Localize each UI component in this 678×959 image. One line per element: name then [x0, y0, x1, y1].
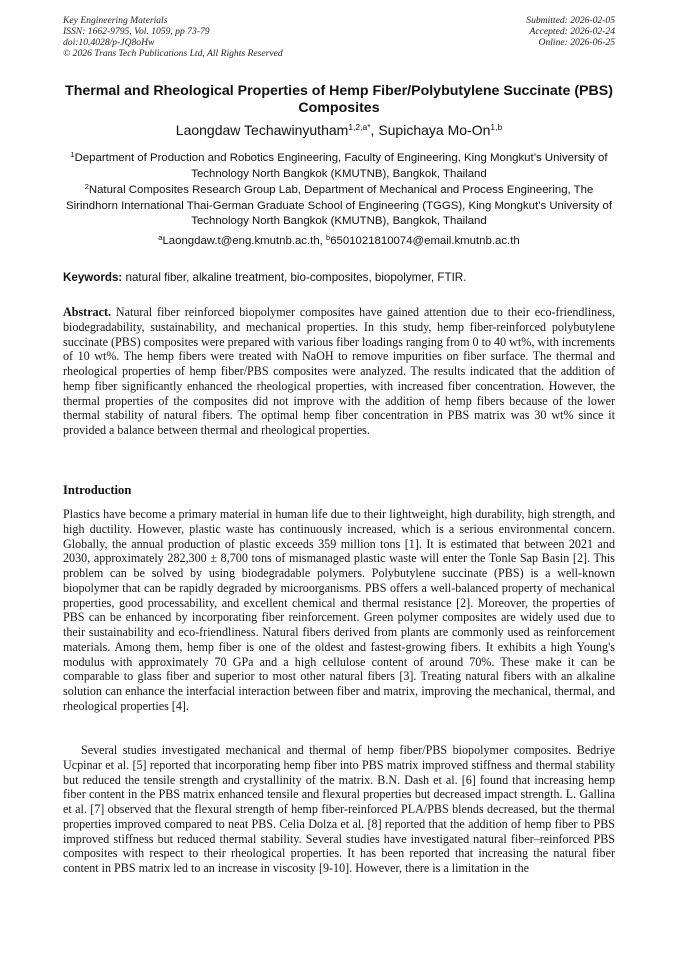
author-name: Supichaya Mo-On [378, 122, 491, 138]
affiliation-2 [63, 183, 615, 230]
abstract-label: Abstract. [63, 305, 112, 319]
email-superscript: b [326, 233, 331, 242]
email-separator: , [319, 235, 327, 247]
author-separator: , [370, 122, 379, 138]
paper-title: Thermal and Rheological Properties of Hemp Fiber/Polybutylene Succinate (PBS) Composites [65, 83, 613, 116]
affiliation-text: Department of Production and Robotics Engineering, Faculty of Engineering, King Mongkut’s University of Technology North Bangkok (KMUTNB), Bangkok, Thailand [74, 152, 608, 180]
introduction-paragraph-2: Several studies investigated mechanical and thermal of hemp fiber/PBS biopolymer composites. Bedriye Ucpinar et al. [5] reported that incorporating hemp fiber into PBS matrix improved stiffness and thermal stability but reduced the tensile strength and crystallinity of the matrix. B.N. Dash et al. [6] found that increasing hemp fiber content in the PBS matrix enhanced tensile and flexural properties but decreased impact strength. L. Gallina et al. [7] observed that the flexural strength of hemp fiber-reinforced PLA/PBS blends decreased, but the thermal properties improved compared to neat PBS. Celia Dolza et al. [8] reported that the addition of hemp fiber to PBS improved stiffness but reduced thermal stability. Several studies have investigated natural fiber–reinforced PBS composites with respect to their rheological properties. It has been reported that increasing the natural fiber content in PBS matrix led to an increase in viscosity [9-10]. However, there is a limitation in the [63, 743, 615, 875]
email-link[interactable]: 6501021810074@email.kmutnb.ac.th [330, 235, 520, 247]
section-heading-introduction: Introduction [63, 483, 132, 497]
author-name: Laongdaw Techawinyutham [175, 122, 349, 138]
publication-dates [526, 15, 615, 48]
submitted-date: Submitted: 2026-02-05 [526, 15, 615, 26]
author-superscript: 1,b [490, 122, 503, 132]
introduction-paragraph-1: Plastics have become a primary material in human life due to their lightweight, high durability, high strength, and high ductility. However, plastic waste has continuously increased, which is a serious environmental concern. Globally, the annual production of plastic exceeds 359 million tons [1]. It is estimated that between 2021 and 2030, approximately 282,300 ± 8,700 tons of mismanaged plastic waste will enter the Tonle Sap Basin [2]. This problem can be solved by using biodegradable polymers. Polybutylene succinate (PBS) is a well-known biopolymer that can be rapidly degraded by microorganisms. PBS offers a well-balanced property of mechanical properties, good processability, and excellent chemical and thermal resistance [2]. Moreover, the properties of PBS can be enhanced by incorporating fiber reinforcement. Green polymer composites are widely used due to their sustainability and eco-friendliness. Natural fibers derived from plants are commonly used as reinforcement materials. Among them, hemp fiber is one of the oldest and fastest-growing fibers. It exhibits a high Young's modulus with approximately 70 GPa and a high cellulose content of around 70%. These make it can be comparable to glass fiber and superior to most other natural fibers [3]. Treating natural fibers with an alkaline solution can enhance the interfacial interaction between fiber and matrix, improving the mechanical, thermal, and rheological properties [4]. [63, 507, 615, 713]
affiliation-superscript: 2 [84, 182, 89, 191]
abstract-text: Natural fiber reinforced biopolymer composites have gained attention due to their eco-friendliness, biodegradability, sustainability, and mechanical properties. In this study, hemp fiber-reinforced polybutylene succinate (PBS) composites were prepared with various fiber loadings ranging from 0 to 40 wt%, with increments of 10 wt%. The hemp fibers were treated with NaOH to remove impurities on fiber surface. The thermal and rheological properties of hemp fiber/PBS composites were analyzed. The results indicated that the addition of hemp fiber significantly enhanced the rheological properties, with increased fiber concentration. However, the thermal properties of the composites did not improve with the addition of hemp fibers because of the lower thermal stability of natural fibers. The optimal hemp fiber concentration in PBS matrix was 30 wt% since it provided a balance between thermal and rheological properties. [63, 305, 615, 437]
affiliation-superscript: 1 [70, 150, 75, 159]
keywords-text: natural fiber, alkaline treatment, bio-composites, biopolymer, FTIR. [122, 271, 467, 284]
affiliation-1 [63, 151, 615, 182]
email-link[interactable]: Laongdaw.t@eng.kmutnb.ac.th [162, 235, 320, 247]
abstract [63, 305, 615, 438]
author-list [63, 120, 615, 140]
author-superscript: 1,2,a* [348, 122, 371, 132]
accepted-date: Accepted: 2026-02-24 [529, 26, 615, 37]
keywords-label: Keywords: [63, 271, 123, 284]
journal-copyright: © 2026 Trans Tech Publications Ltd, All Rights Reserved [63, 48, 283, 59]
journal-name: Key Engineering Materials [63, 15, 168, 26]
online-date: Online: 2026-06-25 [538, 37, 615, 48]
journal-info [63, 15, 283, 59]
journal-issn: ISSN: 1662-9795, Vol. 1059, pp 73-79 [63, 26, 210, 37]
email-superscript: a [158, 233, 163, 242]
keywords [63, 270, 615, 285]
affiliation-text: Natural Composites Research Group Lab, Department of Mechanical and Process Engineering, The Sirindhorn International Thai-German Graduate School of Engineering (TGGS), King Mongkut’s University of Technology North Bangkok (KMUTNB), Bangkok, Thailand [66, 184, 612, 227]
journal-doi[interactable]: doi:10.4028/p-JQ8oHw [63, 37, 155, 48]
author-emails [63, 234, 615, 250]
